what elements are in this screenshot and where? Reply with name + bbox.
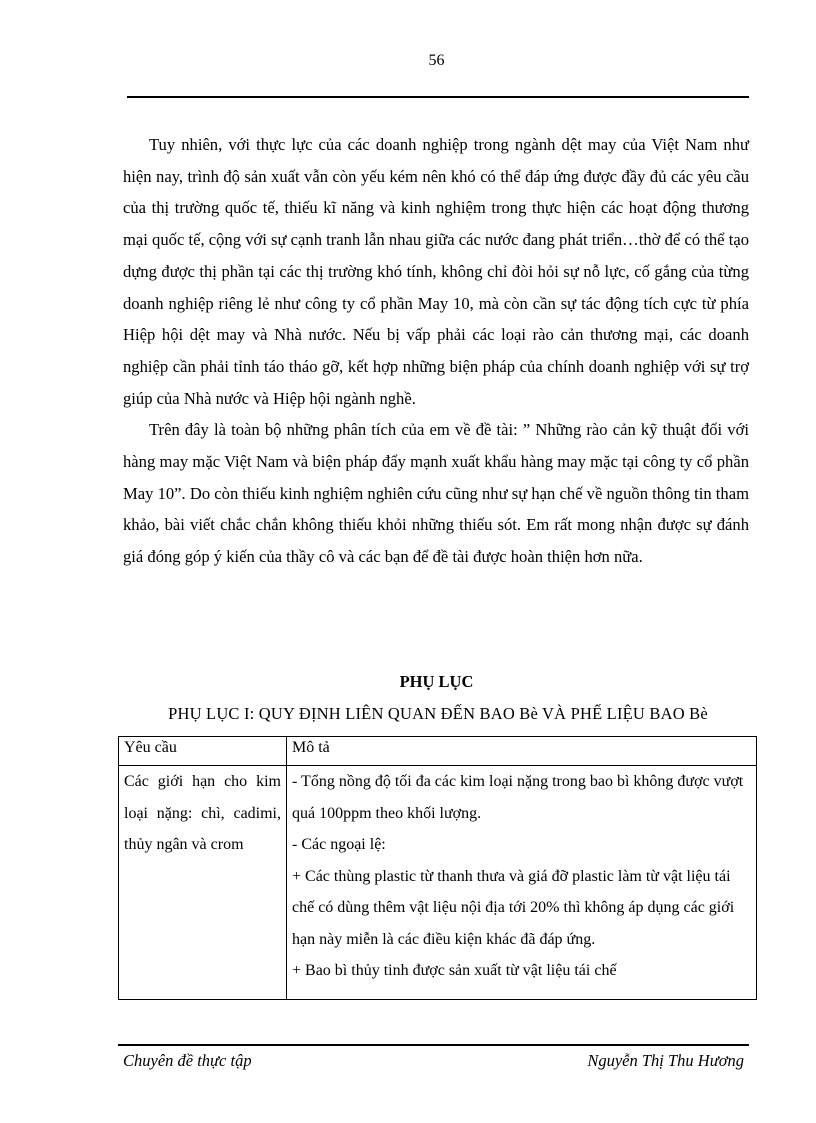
appendix-title: PHỤ LỤC [399, 672, 474, 691]
appendix-subtitle: PHỤ LỤC I: QUY ĐỊNH LIÊN QUAN ĐẾN BAO Bè VÀ PHẾ LIỆU BAO Bè [168, 704, 708, 723]
table-row [119, 766, 757, 1000]
description-line: - Các ngoại lệ: [292, 836, 386, 853]
description-cell [287, 766, 757, 1000]
description-line: - Tổng nồng độ tối đa các kim loại nặng trong bao bì không được vượt quá 100ppm theo khối lượng. [292, 773, 744, 822]
table-header-row [119, 737, 757, 766]
footer-author: Nguyễn Thị Thu Hương [587, 1051, 744, 1070]
footer-document-type: Chuyên đề thực tập [123, 1051, 252, 1070]
column-header-requirement: Yêu cầu [119, 737, 287, 766]
description-line: + Bao bì thủy tinh được sản xuất từ vật liệu tái chế [292, 962, 617, 979]
packaging-regulation-table [118, 736, 757, 1000]
body-text [123, 129, 749, 573]
description-line: + Các thùng plastic từ thanh thưa và giá đỡ plastic làm từ vật liệu tái chế có dùng thêm vật liệu nội địa tới 20% thì không áp dụng các giới hạn này miễn là các điều kiện khác đã đáp ứng. [292, 867, 735, 948]
page-number: 56 [428, 52, 445, 69]
requirement-cell: Các giới hạn cho kim loại nặng: chì, cadimi, thủy ngân và crom [119, 766, 287, 1000]
paragraph: Trên đây là toàn bộ những phân tích của em về đề tài: ” Những rào cản kỹ thuật đối với hàng may mặc Việt Nam và biện pháp đẩy mạnh xuất khẩu hàng may mặc tại công ty cổ phần May 10”. Do còn thiếu kinh nghiệm nghiên cứu cũng như sự hạn chế về nguồn thông tin tham khảo, bài viết chắc chắn không thiếu khỏi những thiếu sót. Em rất mong nhận được sự đánh giá đóng góp ý kiến của thầy cô và các bạn để đề tài được hoàn thiện hơn nữa. [123, 420, 749, 567]
header-rule [127, 96, 749, 98]
footer-rule [118, 1044, 749, 1046]
column-header-description: Mô tả [287, 737, 757, 766]
paragraph: Tuy nhiên, với thực lực của các doanh nghiệp trong ngành dệt may của Việt Nam như hiện nay, trình độ sản xuất vẫn còn yếu kém nên khó có thể đáp ứng được đầy đủ các yêu cầu của thị trường quốc tế, thiếu kĩ năng và kinh nghiệm trong thực hiện các hoạt động thương mại quốc tế, cộng với sự cạnh tranh lẫn nhau giữa các nước đang phát triển…thờ để có thể tạo dựng được thị phần tại các thị trường khó tính, không chỉ đòi hỏi sự nỗ lực, cố gắng của từng doanh nghiệp riêng lẻ như công ty cổ phần May 10, mà còn cần sự tác động tích cực từ phía Hiệp hội dệt may và Nhà nước. Nếu bị vấp phải các loại rào cản thương mại, các doanh nghiệp cần phải tỉnh táo tháo gỡ, kết hợp những biện pháp của chính doanh nghiệp với sự trợ giúp của Nhà nước và Hiệp hội ngành nghề. [123, 135, 749, 408]
